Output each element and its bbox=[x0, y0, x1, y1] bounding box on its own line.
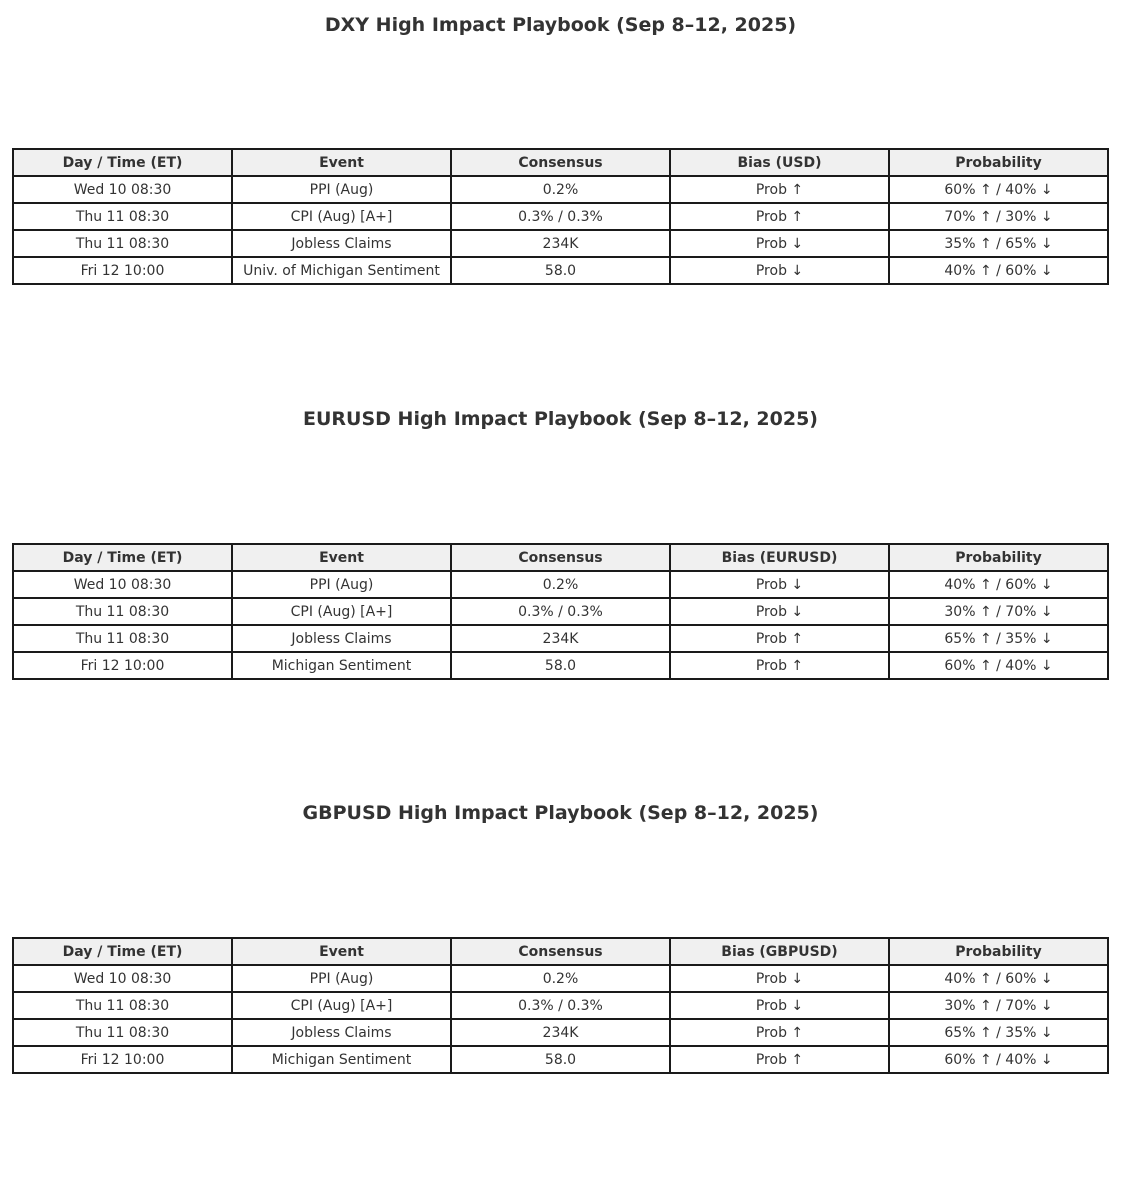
probability-cell: 60% ↑ / 40% ↓ bbox=[889, 1046, 1108, 1073]
table-row bbox=[13, 1019, 1108, 1046]
day-time-cell: Wed 10 08:30 bbox=[13, 571, 232, 598]
column-header-event: Event bbox=[232, 544, 451, 571]
gbpusd-playbook-table bbox=[12, 937, 1109, 1074]
day-time-cell: Thu 11 08:30 bbox=[13, 1019, 232, 1046]
table-row bbox=[13, 257, 1108, 284]
column-header-event: Event bbox=[232, 938, 451, 965]
column-header-day-time: Day / Time (ET) bbox=[13, 938, 232, 965]
probability-cell: 60% ↑ / 40% ↓ bbox=[889, 652, 1108, 679]
event-cell: PPI (Aug) bbox=[232, 571, 451, 598]
consensus-cell: 58.0 bbox=[451, 257, 670, 284]
column-header-probability: Probability bbox=[889, 544, 1108, 571]
bias-cell: Prob ↑ bbox=[670, 652, 889, 679]
consensus-cell: 234K bbox=[451, 1019, 670, 1046]
bias-cell: Prob ↑ bbox=[670, 1019, 889, 1046]
day-time-cell: Fri 12 10:00 bbox=[13, 257, 232, 284]
day-time-cell: Wed 10 08:30 bbox=[13, 965, 232, 992]
consensus-cell: 58.0 bbox=[451, 1046, 670, 1073]
dxy-playbook-table bbox=[12, 148, 1109, 285]
table-row bbox=[13, 652, 1108, 679]
probability-cell: 65% ↑ / 35% ↓ bbox=[889, 625, 1108, 652]
consensus-cell: 234K bbox=[451, 230, 670, 257]
day-time-cell: Thu 11 08:30 bbox=[13, 625, 232, 652]
probability-cell: 65% ↑ / 35% ↓ bbox=[889, 1019, 1108, 1046]
consensus-cell: 0.2% bbox=[451, 965, 670, 992]
probability-cell: 35% ↑ / 65% ↓ bbox=[889, 230, 1108, 257]
table-header-row bbox=[13, 938, 1108, 965]
column-header-probability: Probability bbox=[889, 149, 1108, 176]
bias-cell: Prob ↓ bbox=[670, 598, 889, 625]
event-cell: CPI (Aug) [A+] bbox=[232, 992, 451, 1019]
event-cell: Jobless Claims bbox=[232, 1019, 451, 1046]
column-header-consensus: Consensus bbox=[451, 938, 670, 965]
bias-cell: Prob ↓ bbox=[670, 230, 889, 257]
table-header-row bbox=[13, 544, 1108, 571]
day-time-cell: Fri 12 10:00 bbox=[13, 1046, 232, 1073]
bias-cell: Prob ↑ bbox=[670, 176, 889, 203]
event-cell: CPI (Aug) [A+] bbox=[232, 598, 451, 625]
event-cell: Michigan Sentiment bbox=[232, 652, 451, 679]
table-row bbox=[13, 598, 1108, 625]
event-cell: Univ. of Michigan Sentiment bbox=[232, 257, 451, 284]
probability-cell: 70% ↑ / 30% ↓ bbox=[889, 203, 1108, 230]
column-header-consensus: Consensus bbox=[451, 544, 670, 571]
consensus-cell: 0.3% / 0.3% bbox=[451, 992, 670, 1019]
column-header-bias: Bias (EURUSD) bbox=[670, 544, 889, 571]
consensus-cell: 0.2% bbox=[451, 176, 670, 203]
consensus-cell: 58.0 bbox=[451, 652, 670, 679]
probability-cell: 30% ↑ / 70% ↓ bbox=[889, 598, 1108, 625]
bias-cell: Prob ↑ bbox=[670, 1046, 889, 1073]
consensus-cell: 0.2% bbox=[451, 571, 670, 598]
day-time-cell: Thu 11 08:30 bbox=[13, 203, 232, 230]
table-row bbox=[13, 203, 1108, 230]
table-row bbox=[13, 230, 1108, 257]
bias-cell: Prob ↓ bbox=[670, 965, 889, 992]
table-row bbox=[13, 1046, 1108, 1073]
column-header-bias: Bias (GBPUSD) bbox=[670, 938, 889, 965]
column-header-probability: Probability bbox=[889, 938, 1108, 965]
dxy-playbook-title: DXY High Impact Playbook (Sep 8–12, 2025) bbox=[324, 14, 797, 36]
table-row bbox=[13, 992, 1108, 1019]
consensus-cell: 0.3% / 0.3% bbox=[451, 203, 670, 230]
event-cell: CPI (Aug) [A+] bbox=[232, 203, 451, 230]
column-header-bias: Bias (USD) bbox=[670, 149, 889, 176]
table-header-row bbox=[13, 149, 1108, 176]
event-cell: Michigan Sentiment bbox=[232, 1046, 451, 1073]
gbpusd-playbook-title: GBPUSD High Impact Playbook (Sep 8–12, 2025) bbox=[302, 802, 819, 824]
probability-cell: 60% ↑ / 40% ↓ bbox=[889, 176, 1108, 203]
event-cell: PPI (Aug) bbox=[232, 965, 451, 992]
probability-cell: 30% ↑ / 70% ↓ bbox=[889, 992, 1108, 1019]
bias-cell: Prob ↑ bbox=[670, 625, 889, 652]
bias-cell: Prob ↓ bbox=[670, 992, 889, 1019]
table-row bbox=[13, 571, 1108, 598]
day-time-cell: Thu 11 08:30 bbox=[13, 598, 232, 625]
day-time-cell: Wed 10 08:30 bbox=[13, 176, 232, 203]
event-cell: PPI (Aug) bbox=[232, 176, 451, 203]
day-time-cell: Fri 12 10:00 bbox=[13, 652, 232, 679]
eurusd-playbook-table bbox=[12, 543, 1109, 680]
probability-cell: 40% ↑ / 60% ↓ bbox=[889, 257, 1108, 284]
event-cell: Jobless Claims bbox=[232, 625, 451, 652]
column-header-day-time: Day / Time (ET) bbox=[13, 149, 232, 176]
column-header-event: Event bbox=[232, 149, 451, 176]
eurusd-playbook-title: EURUSD High Impact Playbook (Sep 8–12, 2025) bbox=[303, 408, 818, 430]
column-header-consensus: Consensus bbox=[451, 149, 670, 176]
table-row bbox=[13, 965, 1108, 992]
consensus-cell: 234K bbox=[451, 625, 670, 652]
bias-cell: Prob ↓ bbox=[670, 257, 889, 284]
day-time-cell: Thu 11 08:30 bbox=[13, 992, 232, 1019]
event-cell: Jobless Claims bbox=[232, 230, 451, 257]
bias-cell: Prob ↓ bbox=[670, 571, 889, 598]
table-row bbox=[13, 176, 1108, 203]
probability-cell: 40% ↑ / 60% ↓ bbox=[889, 965, 1108, 992]
day-time-cell: Thu 11 08:30 bbox=[13, 230, 232, 257]
column-header-day-time: Day / Time (ET) bbox=[13, 544, 232, 571]
consensus-cell: 0.3% / 0.3% bbox=[451, 598, 670, 625]
bias-cell: Prob ↑ bbox=[670, 203, 889, 230]
probability-cell: 40% ↑ / 60% ↓ bbox=[889, 571, 1108, 598]
table-row bbox=[13, 625, 1108, 652]
